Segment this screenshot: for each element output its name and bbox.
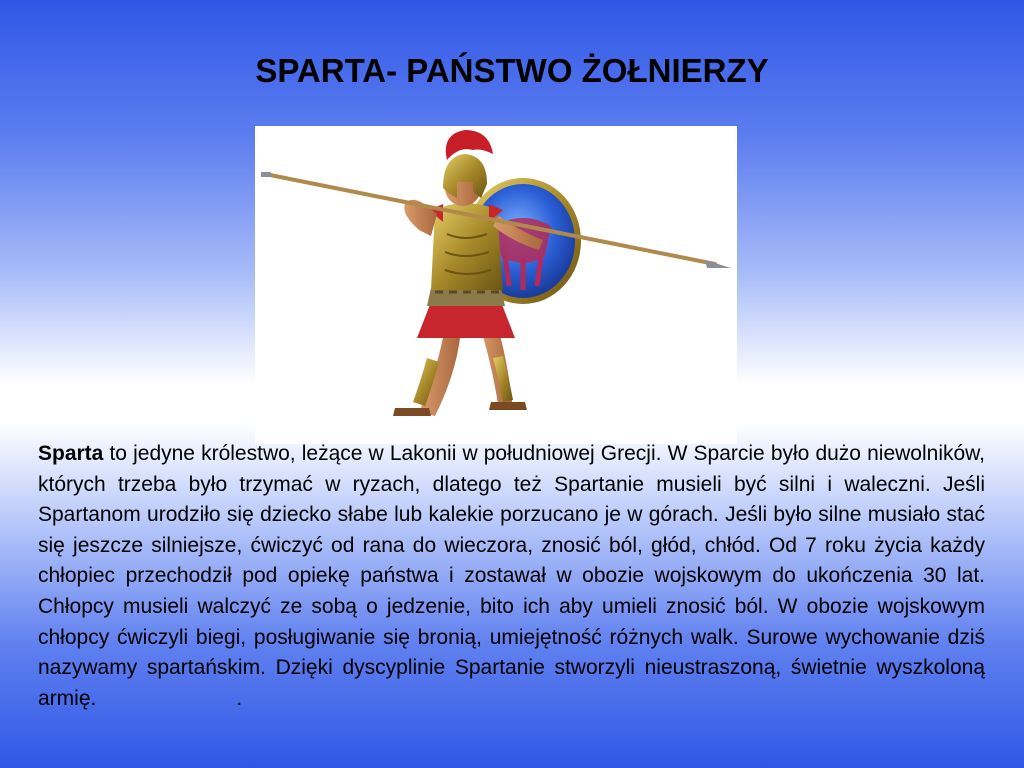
body-lead-word: Sparta: [38, 442, 104, 465]
body-text: to jedyne królestwo, leżące w Lakonii w południowej Grecji. W Sparcie było dużo niewolników, których trzeba było trzymać w ryzach, dlatego też Spartanie musieli być silni i waleczni. Jeśli Spartanom urodziło się dziecko słabe lub kalekie porzucano je w górach. Jeśli było silne musiało stać się jeszcze silniejsze, ćwiczyć od rana do wieczora, znosić ból, głód, chłód. Od 7 roku życia każdy chłopiec przechodził pod opiekę państwa i zostawał w obozie wojskowym do ukończenia 30 lat. Chłopcy musieli walczyć ze sobą o jedzenie, bito ich aby umieli znosić ból. W obozie wojskowym chłopcy ćwiczyli biegi, posługiwanie się bronią, umiejętność różnych walk. Surowe wychowanie dziś nazywamy spartańskim. Dzięki dyscyplinie Spartanie stworzyli nieustraszoną, świetnie wyszkoloną armię.: [38, 442, 985, 710]
red-tunic: [417, 302, 515, 338]
spartan-warrior-image: [255, 126, 737, 444]
soldier-illustration: [255, 126, 737, 444]
slide-title: SPARTA- PAŃSTWO ŻOŁNIERZY: [255, 52, 769, 89]
body-paragraph: [38, 439, 985, 714]
body-trailing: .: [96, 686, 243, 710]
